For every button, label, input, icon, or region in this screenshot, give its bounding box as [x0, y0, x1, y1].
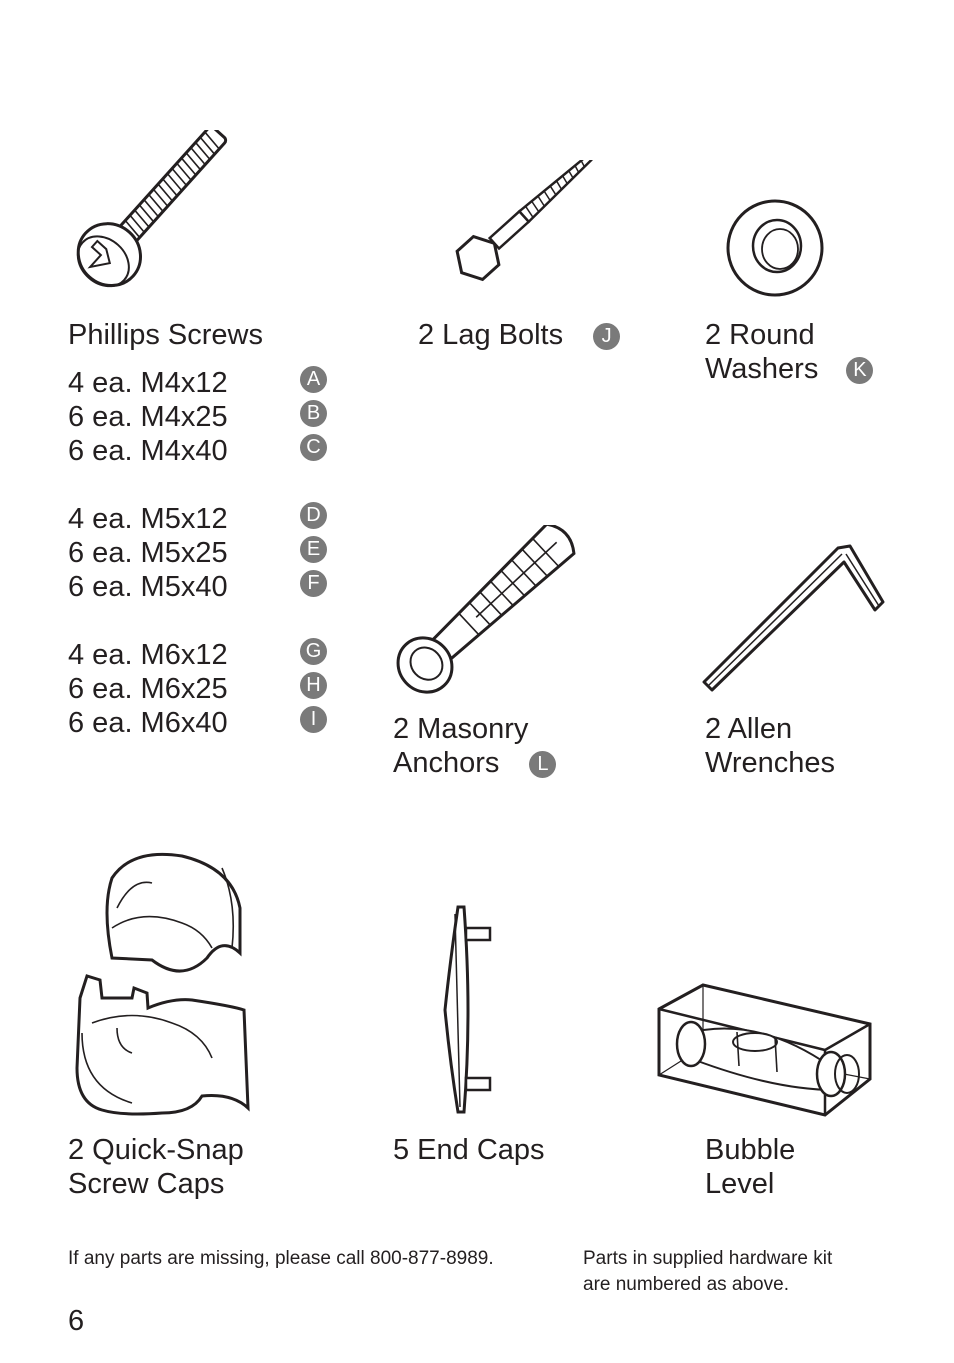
washers-line2-row [705, 352, 873, 386]
wrenches-label [705, 712, 835, 780]
part-badge-l: L [529, 751, 556, 778]
part-badge-d: D [300, 502, 327, 529]
washers-label [705, 318, 873, 386]
lag-bolt-illustration [450, 160, 600, 290]
part-badge-i: I [300, 706, 327, 733]
anchors-label [393, 712, 556, 780]
bubble-level-illustration [655, 982, 875, 1122]
screw-caps-line1: 2 Quick-Snap [68, 1134, 244, 1166]
part-badge-j: J [593, 323, 620, 350]
anchors-line2-row [393, 746, 556, 780]
part-badge-e: E [300, 536, 327, 563]
washers-line1: 2 Round [705, 319, 815, 351]
end-caps-label: 5 End Caps [393, 1134, 545, 1166]
part-badge-h: H [300, 672, 327, 699]
part-badge-f: F [300, 570, 327, 597]
wrenches-line2: Wrenches [705, 747, 836, 779]
screw-spec-m6x25: 6 ea. M6x25 [68, 673, 228, 705]
screw-caps-label [68, 1133, 244, 1201]
screw-spec-m6x40: 6 ea. M6x40 [68, 707, 228, 739]
bubble-level-line2: Level [705, 1168, 775, 1200]
part-badge-c: C [300, 434, 327, 461]
screw-spec-m5x12: 4 ea. M5x12 [68, 503, 228, 535]
allen-wrench-illustration [700, 540, 890, 695]
phillips-screw-illustration [60, 130, 250, 305]
round-washer-illustration [725, 198, 825, 298]
screw-spec-m6x12: 4 ea. M6x12 [68, 639, 228, 671]
bubble-level-line1: Bubble [705, 1134, 796, 1166]
quick-snap-screw-cap-illustration [72, 848, 257, 1118]
wrenches-line1: 2 Allen [705, 713, 793, 745]
end-cap-illustration [440, 902, 500, 1117]
part-badge-a: A [300, 366, 327, 393]
screw-spec-m4x25: 6 ea. M4x25 [68, 401, 228, 433]
missing-parts-notice: If any parts are missing, please call 800-877-8989. [68, 1248, 494, 1269]
part-badge-k: K [846, 357, 873, 384]
part-badge-g: G [300, 638, 327, 665]
screw-spec-m4x40: 6 ea. M4x40 [68, 435, 228, 467]
screw-caps-line2: Screw Caps [68, 1168, 225, 1200]
screw-spec-m4x12: 4 ea. M4x12 [68, 367, 228, 399]
bubble-level-label [705, 1133, 795, 1201]
part-badge-b: B [300, 400, 327, 427]
anchors-line2: Anchors [393, 747, 500, 779]
masonry-anchor-illustration [395, 525, 585, 700]
hardware-kit-note [583, 1246, 832, 1298]
lag-bolts-label [418, 318, 620, 352]
page-number: 6 [68, 1305, 85, 1337]
lag-bolts-text: 2 Lag Bolts [418, 319, 564, 351]
hardware-kit-note-line1: Parts in supplied hardware kit [583, 1248, 833, 1269]
phillips-screws-title: Phillips Screws [68, 319, 263, 351]
screw-spec-m5x40: 6 ea. M5x40 [68, 571, 228, 603]
screw-spec-m5x25: 6 ea. M5x25 [68, 537, 228, 569]
anchors-line1: 2 Masonry [393, 713, 529, 745]
washers-line2: Washers [705, 353, 819, 385]
hardware-kit-note-line2: are numbered as above. [583, 1274, 789, 1295]
